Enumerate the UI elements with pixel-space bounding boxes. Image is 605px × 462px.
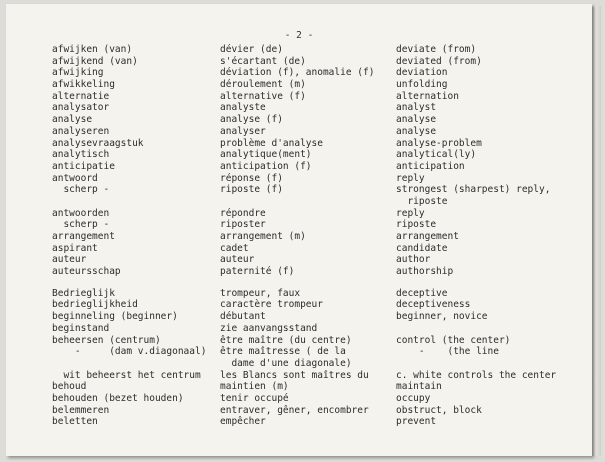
dutch-term: antwoorden <box>52 207 110 219</box>
glossary-row <box>52 149 592 161</box>
english-term: analyse <box>396 114 437 126</box>
french-term: entraver, gêner, encombrer <box>220 404 369 416</box>
french-term: analytique(ment) <box>220 149 312 161</box>
english-term: riposte <box>396 195 448 207</box>
english-term: prevent <box>396 416 437 428</box>
french-term: alternative (f) <box>220 90 306 102</box>
english-term: control (the center) <box>396 334 511 346</box>
english-term: occupy <box>396 392 431 404</box>
dutch-term: analyseren <box>52 125 110 137</box>
english-term: c. white controls the center <box>396 369 557 381</box>
french-term: analyste <box>220 102 266 114</box>
french-term: problème d'analyse <box>220 137 323 149</box>
dutch-term: afwijken (van) <box>52 44 133 55</box>
french-term: caractère trompeur <box>220 299 323 311</box>
glossary-row <box>52 91 592 103</box>
french-term: analyse (f) <box>220 114 283 126</box>
glossary-row <box>52 323 592 335</box>
english-term: arrangement <box>396 231 459 242</box>
french-term: arrangement (m) <box>220 231 306 242</box>
french-term: anticipation (f) <box>220 160 312 172</box>
english-term: analyse-problem <box>396 137 482 149</box>
dutch-term: analytisch <box>52 149 110 161</box>
glossary-row <box>52 288 592 300</box>
english-term: beginner, novice <box>396 311 488 323</box>
english-term: obstruct, block <box>396 404 482 416</box>
glossary-row <box>52 370 592 382</box>
dutch-term: analyse <box>52 114 93 126</box>
french-term: trompeur, faux <box>220 287 301 299</box>
glossary-row <box>52 393 592 405</box>
french-term: être maître (du centre) <box>220 334 352 346</box>
dutch-term: auteur <box>52 254 87 266</box>
french-term: déviation (f), anomalie (f) <box>220 67 375 79</box>
glossary-row <box>52 381 592 393</box>
glossary-row <box>52 79 592 91</box>
french-term: analyser <box>220 125 266 137</box>
glossary-row <box>52 67 592 79</box>
document-page <box>6 4 592 456</box>
dutch-term: afwijking <box>52 67 104 79</box>
glossary-row <box>52 243 592 255</box>
dutch-term: analysevraagstuk <box>52 137 144 149</box>
glossary-row <box>52 102 592 114</box>
dutch-term: afwijkend (van) <box>52 55 138 67</box>
english-term: strongest (sharpest) reply, <box>396 184 551 196</box>
french-term: empêcher <box>220 416 266 428</box>
english-term: analytical(ly) <box>396 149 477 161</box>
english-term: unfolding <box>396 79 448 91</box>
english-term: authorship <box>396 266 454 278</box>
french-term: s'écartant (de) <box>220 55 306 67</box>
french-term: réponse (f) <box>220 172 283 184</box>
french-term: déroulement (m) <box>220 79 306 91</box>
dutch-term: aspirant <box>52 242 98 254</box>
dutch-term: bedrieglijkheid <box>52 299 138 311</box>
dutch-term: beginstand <box>52 322 110 334</box>
glossary-row <box>52 358 592 370</box>
dutch-term: beletten <box>52 416 98 428</box>
dutch-term: Bedrieglijk <box>52 287 115 299</box>
page-number: - 2 - <box>284 30 314 41</box>
glossary-row <box>52 184 592 196</box>
english-term: deviate (from) <box>396 44 477 55</box>
dutch-term: analysator <box>52 102 110 114</box>
glossary-row <box>52 56 592 68</box>
dutch-term: scherp - <box>52 184 110 196</box>
dutch-term: arrangement <box>52 231 115 242</box>
dutch-term: beginneling (beginner) <box>52 311 178 323</box>
glossary-row <box>52 335 592 347</box>
french-term: les Blancs sont maîtres du <box>220 369 369 381</box>
french-term: répondre <box>220 207 266 219</box>
english-term: author <box>396 254 431 266</box>
english-term: analyst <box>396 102 437 114</box>
dutch-term: wit beheerst het centrum <box>52 369 201 381</box>
english-term: reply <box>396 172 425 184</box>
glossary-row <box>52 44 592 56</box>
dutch-term: anticipatie <box>52 160 115 172</box>
dutch-term: alternatie <box>52 90 110 102</box>
english-term: - (the line <box>396 346 499 358</box>
glossary-row <box>52 138 592 150</box>
english-term: alternation <box>396 90 459 102</box>
glossary-row <box>52 266 592 278</box>
glossary-row <box>52 416 592 428</box>
french-term: dame d'une diagonale) <box>220 357 352 369</box>
english-term: deviation <box>396 67 448 79</box>
glossary-row <box>52 346 592 358</box>
dutch-term: afwikkeling <box>52 79 115 91</box>
dutch-term: behoud <box>52 381 87 393</box>
french-term: auteur <box>220 254 255 266</box>
french-term: maintien (m) <box>220 381 289 393</box>
french-term: paternité (f) <box>220 266 295 278</box>
page-stack-edge <box>592 6 601 456</box>
glossary-row <box>52 173 592 185</box>
glossary-row <box>52 208 592 220</box>
french-term: riposte (f) <box>220 184 283 196</box>
dutch-term: - (dam v.diagonaal) <box>52 346 207 358</box>
french-term: cadet <box>220 242 249 254</box>
french-term: zie aanvangsstand <box>220 322 318 334</box>
english-term: deceptiveness <box>396 299 471 311</box>
glossary-row <box>52 114 592 126</box>
french-term: tenir occupé <box>220 392 289 404</box>
dutch-term: belemmeren <box>52 404 110 416</box>
glossary-row <box>52 126 592 138</box>
dutch-term: behouden (bezet houden) <box>52 392 184 404</box>
french-term: riposter <box>220 219 266 231</box>
english-term: analyse <box>396 125 437 137</box>
glossary-row <box>52 405 592 417</box>
english-term: deceptive <box>396 287 448 299</box>
english-term: anticipation <box>396 160 465 172</box>
dutch-term: scherp - <box>52 219 110 231</box>
dutch-term: auteursschap <box>52 266 121 278</box>
english-term: deviated (from) <box>396 55 482 67</box>
english-term: riposte <box>396 219 437 231</box>
dutch-term: antwoord <box>52 172 98 184</box>
dutch-term: beheersen (centrum) <box>52 334 161 346</box>
glossary-row <box>52 254 592 266</box>
glossary-row <box>52 219 592 231</box>
french-term: débutant <box>220 311 266 323</box>
english-term: maintain <box>396 381 442 393</box>
glossary-row <box>52 299 592 311</box>
french-term: être maîtresse ( de la <box>220 346 346 358</box>
english-term: candidate <box>396 242 448 254</box>
glossary-row <box>52 196 592 208</box>
glossary-row <box>52 311 592 323</box>
glossary-entries <box>52 44 592 428</box>
french-term: dévier (de) <box>220 44 283 55</box>
glossary-row <box>52 161 592 173</box>
english-term: reply <box>396 207 425 219</box>
glossary-row <box>52 231 592 243</box>
